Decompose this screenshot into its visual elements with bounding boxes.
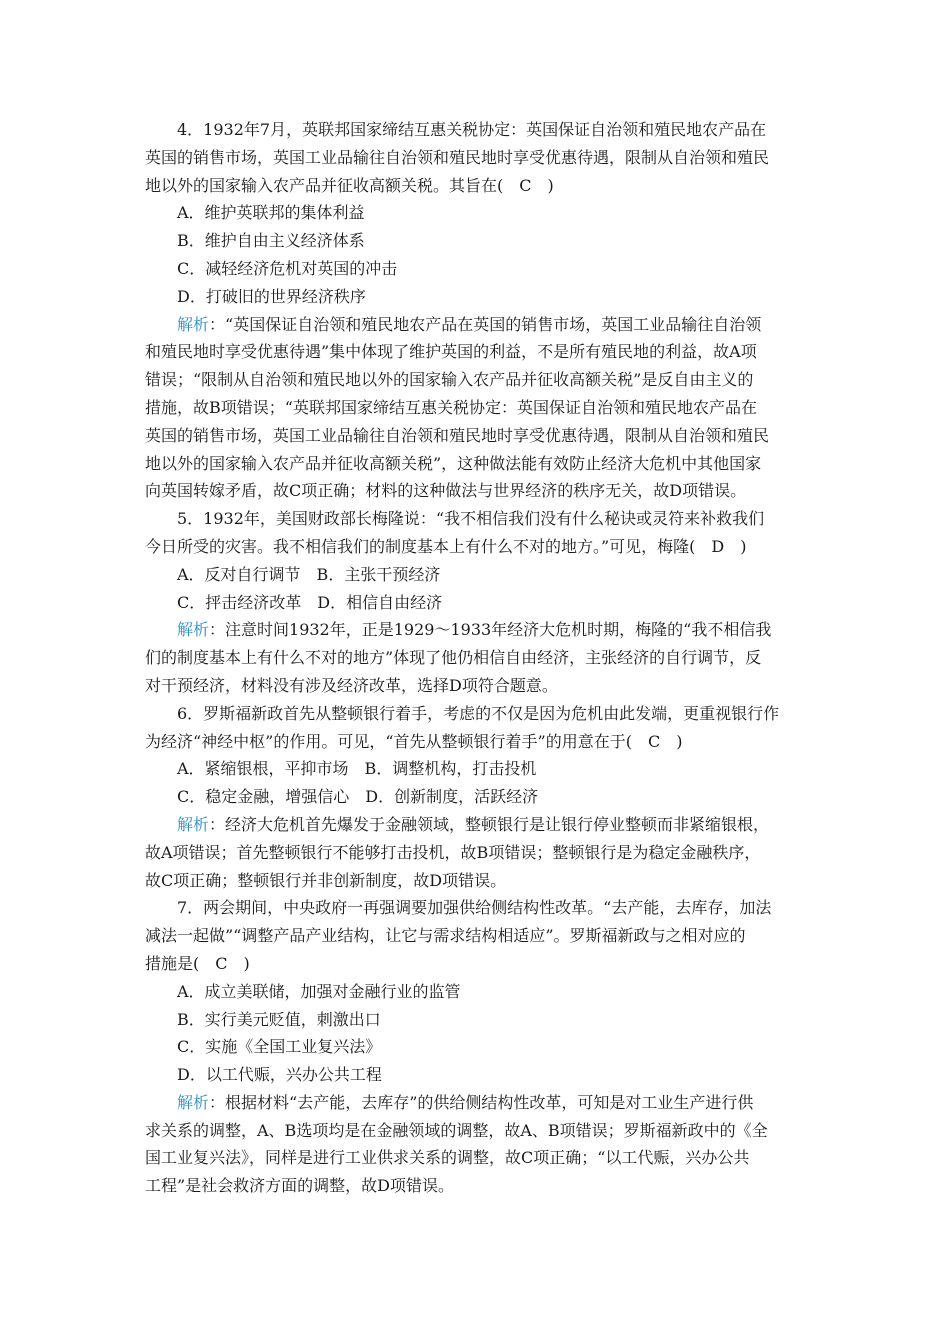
option-a: A．成立美联储，加强对金融行业的监管 bbox=[177, 981, 461, 1001]
question-stem-line: 6．罗斯福新政首先从整顿银行着手，考虑的不仅是因为危机由此发端，更重视银行作 bbox=[177, 703, 780, 723]
option-row: A．反对自行调节 B．主张干预经济 bbox=[177, 564, 441, 584]
question-4 bbox=[145, 116, 807, 505]
option-row: A．紧缩银根，平抑市场 B．调整机构，打击投机 bbox=[177, 759, 537, 779]
analysis-line: 们的制度基本上有什么不对的地方”体现了他仍相信自由经济，主张经济的自行调节，反 bbox=[145, 648, 762, 668]
analysis-label: 解析 bbox=[177, 814, 210, 834]
option-c: C．减轻经济危机对英国的冲击 bbox=[177, 258, 398, 278]
analysis-line: 故A项错误；首先整顿银行不能够打击投机，故B项错误；整顿银行是为稳定金融秩序， bbox=[145, 842, 761, 862]
analysis-text: ：经济大危机首先爆发于金融领域，整顿银行是让银行停业整顿而非紧缩银根， bbox=[209, 814, 770, 834]
question-content bbox=[145, 116, 807, 1200]
analysis-label: 解析 bbox=[177, 620, 210, 640]
option-b: B．实行美元贬值，刺激出口 bbox=[177, 1009, 381, 1029]
analysis-line: 地以外的国家输入农产品并征收高额关税”，这种做法能有效防止经济大危机中其他国家 bbox=[145, 453, 762, 473]
question-stem-line: 为经济“神经中枢”的作用。可见，“首先从整顿银行着手”的用意在于( C ) bbox=[145, 731, 683, 751]
analysis-line: 向英国转嫁矛盾，故C项正确；材料的这种做法与世界经济的秩序无关，故D项错误。 bbox=[145, 481, 747, 501]
analysis-label: 解析 bbox=[177, 1092, 210, 1112]
question-6 bbox=[145, 700, 807, 895]
analysis-line: 错误；“限制从自治领和殖民地以外的国家输入农产品并征收高额关税”是反自由主义的 bbox=[145, 370, 754, 390]
analysis-text: ：根据材料“去产能，去库存”的供给侧结构性改革，可知是对工业生产进行供 bbox=[209, 1092, 754, 1112]
analysis-line: 英国的销售市场，英国工业品输往自治领和殖民地时享受优惠待遇，限制从自治领和殖民 bbox=[145, 425, 770, 445]
analysis-line: 求关系的调整，A、B选项均是在金融领域的调整，故A、B项错误；罗斯福新政中的《全 bbox=[145, 1120, 768, 1140]
question-5 bbox=[145, 505, 807, 700]
analysis-line: 和殖民地时享受优惠待遇”集中体现了维护英国的利益，不是所有殖民地的利益，故A项 bbox=[145, 342, 757, 362]
analysis-text: ：注意时间1932年，正是1929～1933年经济大危机时期，梅隆的“我不相信我 bbox=[209, 620, 772, 640]
analysis-line: 措施，故B项错误；“英联邦国家缔结互惠关税协定：英国保证自治领和殖民地农产品在 bbox=[145, 397, 757, 417]
analysis-line: 故C项正确；整顿银行并非创新制度，故D项错误。 bbox=[145, 870, 507, 890]
analysis-first-line bbox=[145, 1089, 807, 1117]
option-c: C．实施《全国工业复兴法》 bbox=[177, 1037, 382, 1057]
question-stem-line: 5．1932年，美国财政部长梅隆说：“我不相信我们没有什么秘诀或灵符来补救我们 bbox=[177, 509, 765, 529]
option-d: D．打破旧的世界经济秩序 bbox=[177, 286, 366, 306]
analysis-first-line bbox=[145, 616, 807, 644]
question-stem-line: 英国的销售市场，英国工业品输往自治领和殖民地时享受优惠待遇，限制从自治领和殖民 bbox=[145, 147, 770, 167]
question-stem-line: 措施是( C ) bbox=[145, 953, 250, 973]
option-a: A．维护英联邦的集体利益 bbox=[177, 203, 365, 223]
question-7 bbox=[145, 894, 807, 1200]
analysis-first-line bbox=[145, 311, 807, 339]
question-stem-line: 7．两会期间，中央政府一再强调要加强供给侧结构性改革。“去产能，去库存，加法 bbox=[177, 898, 772, 918]
analysis-label: 解析 bbox=[177, 314, 210, 334]
option-d: D．以工代赈，兴办公共工程 bbox=[177, 1065, 382, 1085]
option-b: B．维护自由主义经济体系 bbox=[177, 231, 365, 251]
analysis-text: ：“英国保证自治领和殖民地农产品在英国的销售市场，英国工业品输往自治领 bbox=[209, 314, 762, 334]
option-row: C．抨击经济改革 D．相信自由经济 bbox=[177, 592, 443, 612]
question-stem-line: 4．1932年7月，英联邦国家缔结互惠关税协定：英国保证自治领和殖民地农产品在 bbox=[177, 120, 767, 139]
analysis-line: 对干预经济，材料没有涉及经济改革，选择D项符合题意。 bbox=[145, 675, 558, 695]
option-row: C．稳定金融，增强信心 D．创新制度，活跃经济 bbox=[177, 787, 539, 807]
question-stem-line: 今日所受的灾害。我不相信我们的制度基本上有什么不对的地方。”可见，梅隆( D ) bbox=[145, 536, 747, 556]
analysis-line: 工程”是社会救济方面的调整，故D项错误。 bbox=[145, 1176, 455, 1196]
analysis-first-line bbox=[145, 811, 807, 839]
question-stem-line: 地以外的国家输入农产品并征收高额关税。其旨在( C ) bbox=[145, 175, 554, 195]
analysis-line: 国工业复兴法》，同样是进行工业供求关系的调整，故C项正确；“以工代赈，兴办公共 bbox=[145, 1148, 750, 1168]
question-stem-line: 减法一起做”“调整产品产业结构，让它与需求结构相适应”。罗斯福新政与之相对应的 bbox=[145, 926, 746, 946]
